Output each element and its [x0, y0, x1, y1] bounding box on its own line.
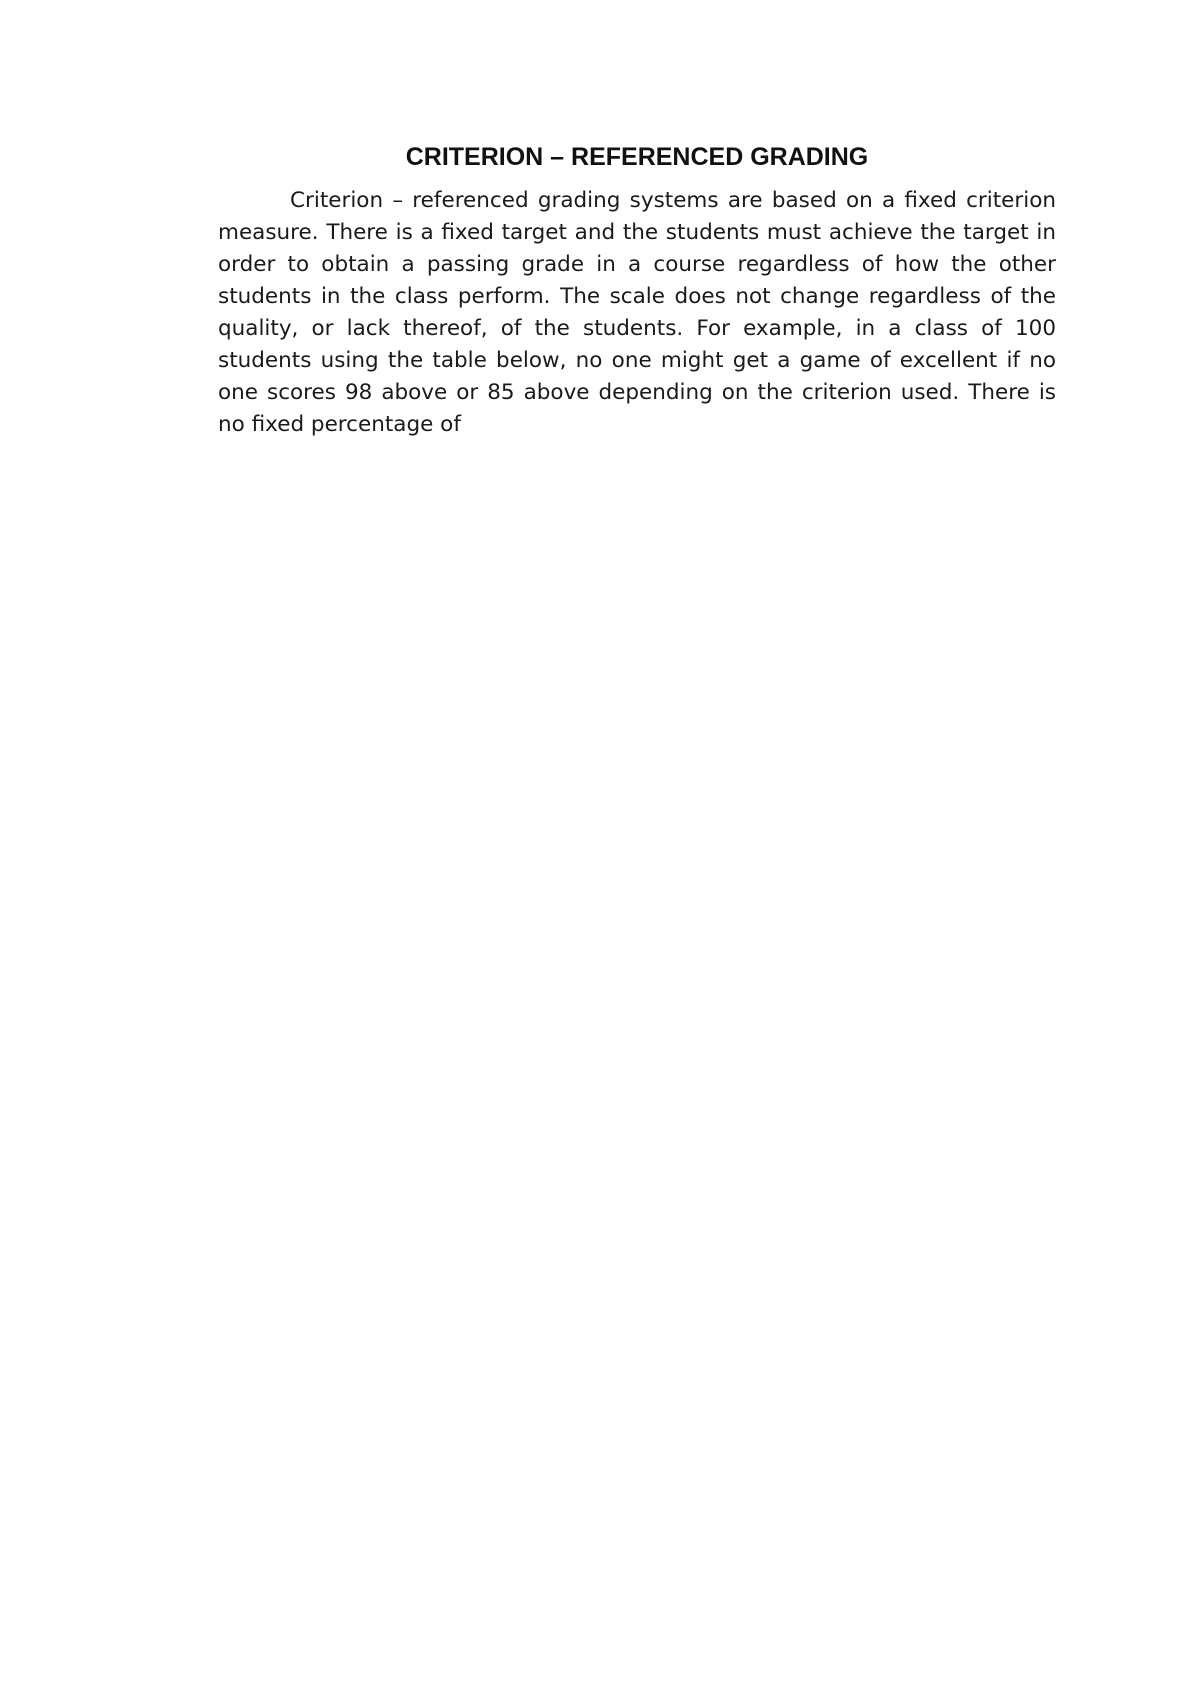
document-title: CRITERION – REFERENCED GRADING — [405, 143, 869, 171]
body-paragraph: Criterion – referenced grading systems are based on a fixed criterion measure. There is a fixed target and the students must achieve the target in order to obtain a passing grade in a course regardless of how the other students in the class perform. The scale does not change regardless of the quality, or lack thereof, of the students. For example, in a class of 100 students using the table below, no one might get a game of excellent if no one scores 98 above or 85 above depending on the criterion used. There is no fixed percentage of — [218, 188, 1056, 437]
